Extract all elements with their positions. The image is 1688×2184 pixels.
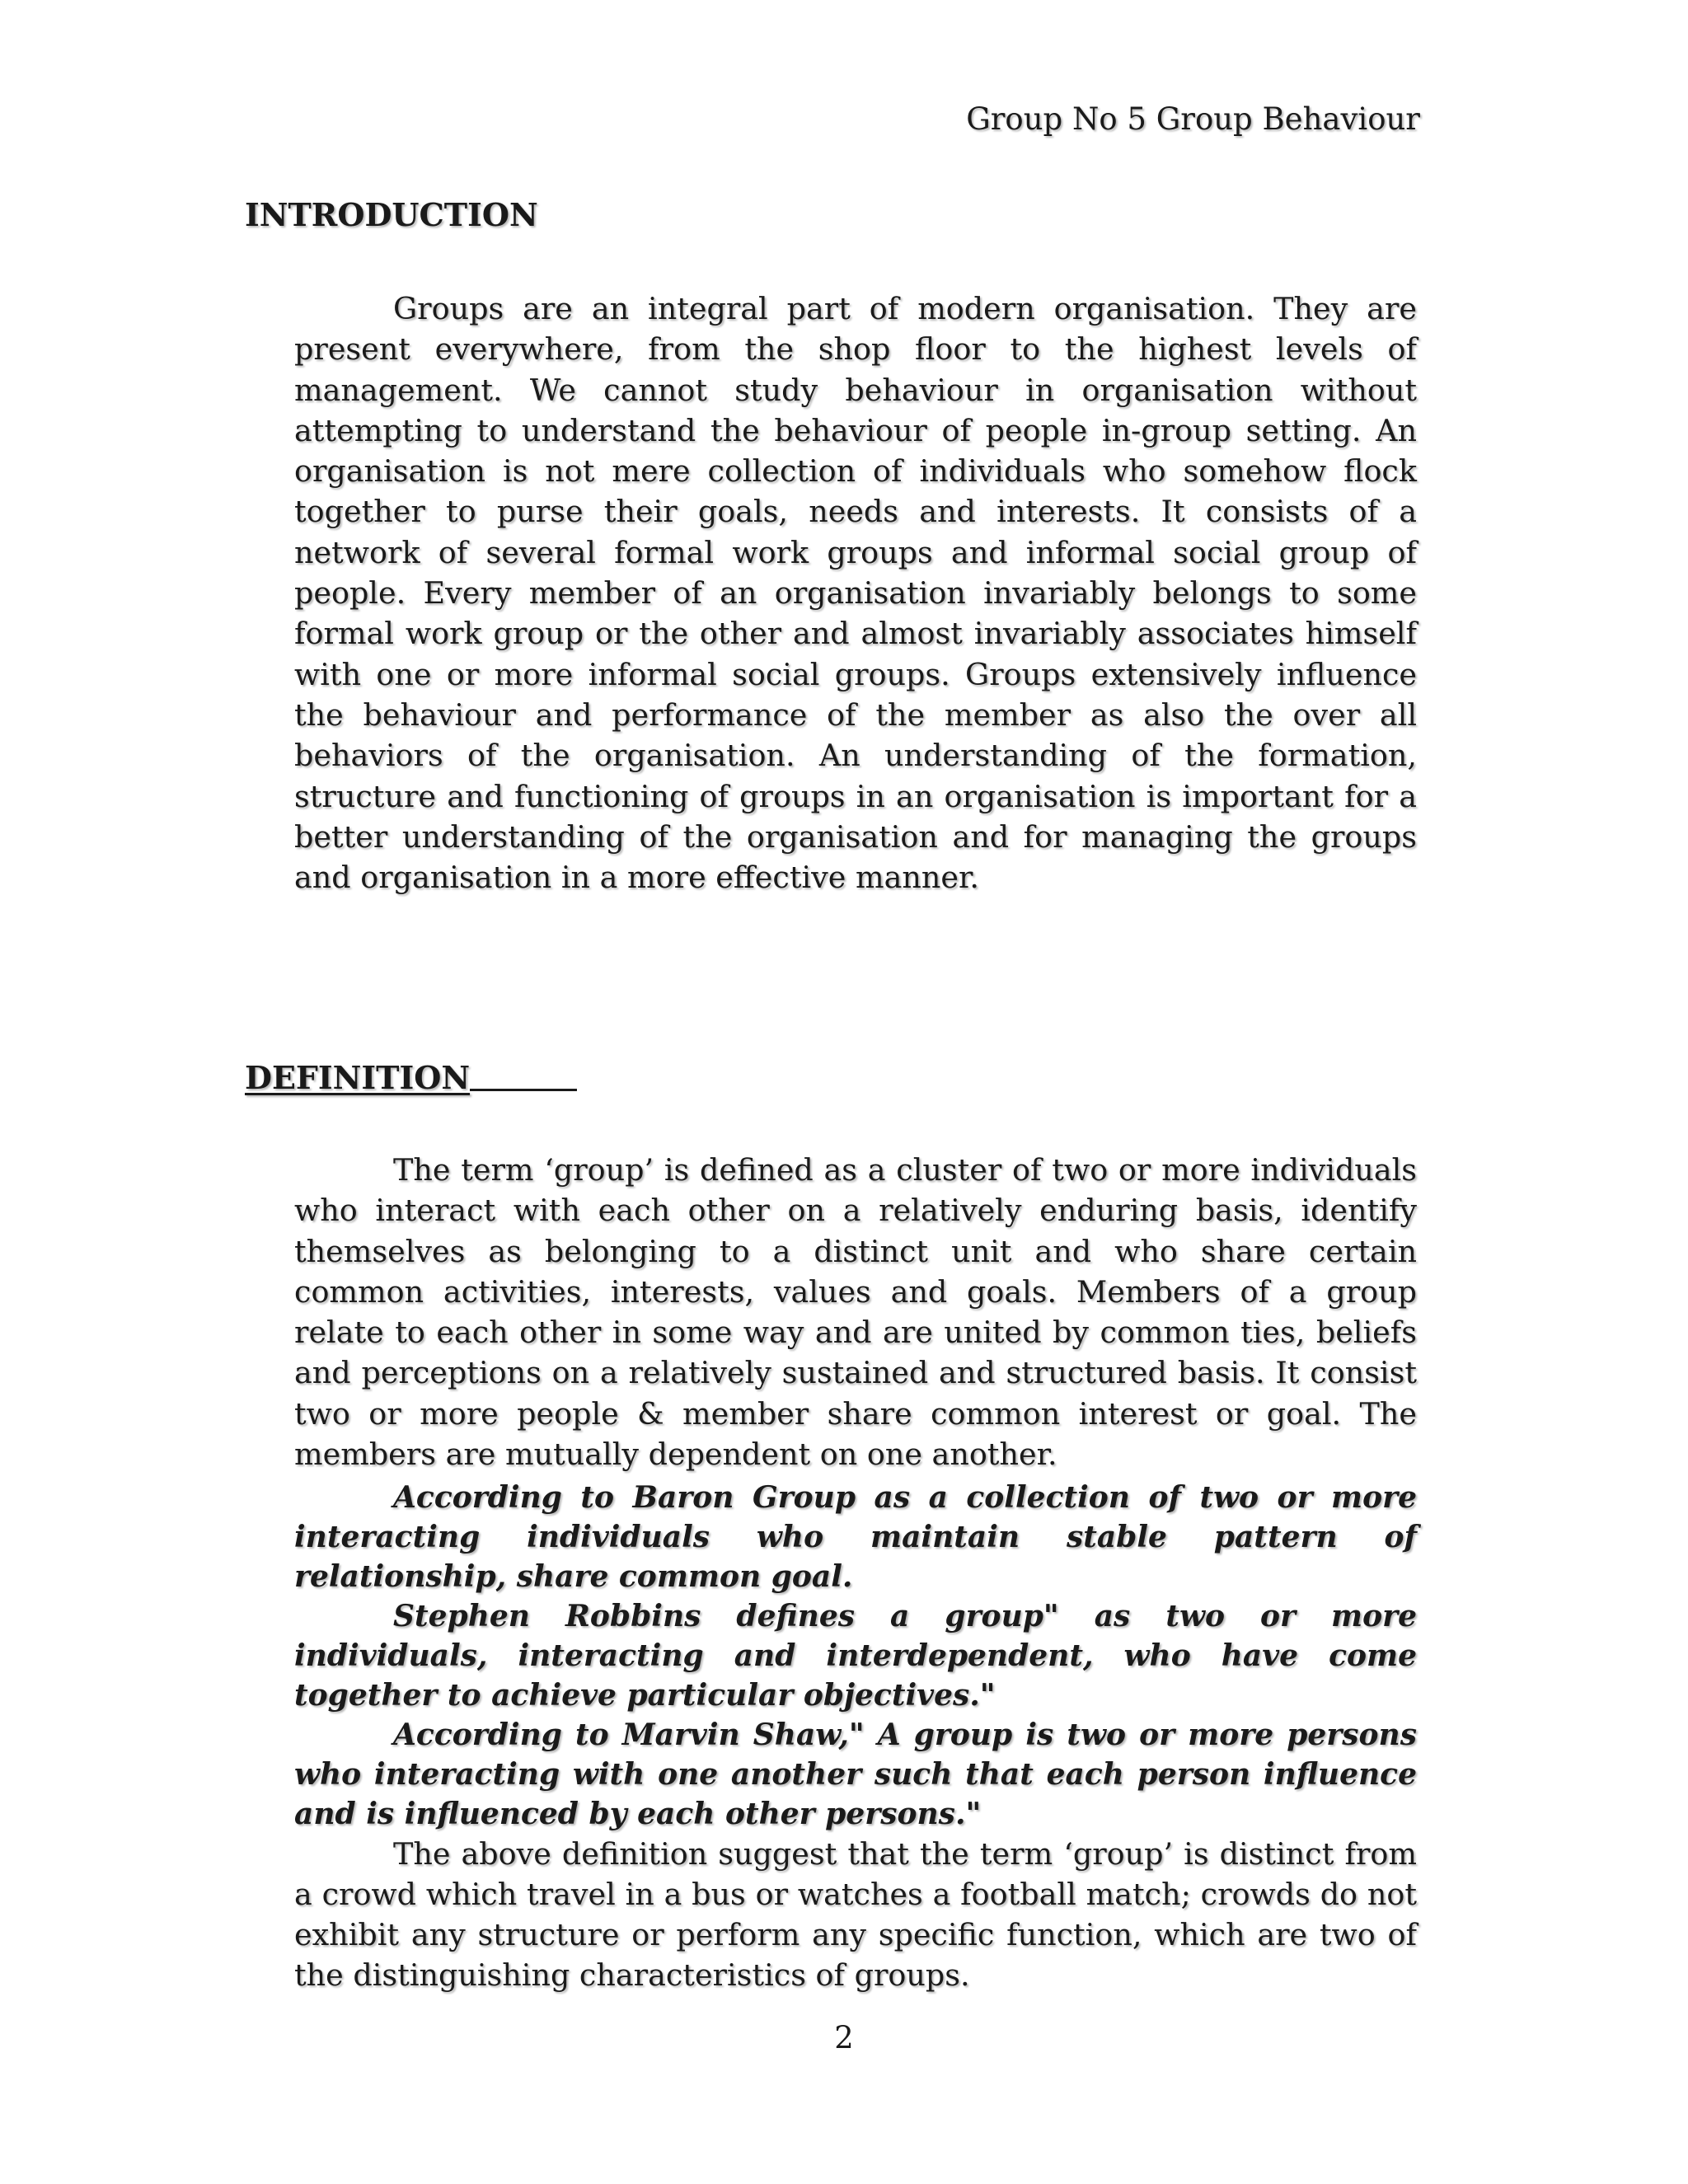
introduction-paragraph: Groups are an integral part of modern organisation. They are present everywhere, from the shop floor to the highest levels of management. We cannot study behaviour in organisation without attempting to understand the behaviour of people in-group setting. An organisation is not mere collection of individuals who somehow flock together to purse their goals, needs and interests. It consists of a network of several formal work groups and informal social group of people. Every member of an organisation invariably belongs to some formal work group or the other and almost invariably associates himself with one or more informal social groups. Groups extensively influence the behaviour and performance of the member as also the over all behaviors of the organisation. An understanding of the formation, structure and functioning of groups in an organisation is important for a better understanding of the organisation and for managing the groups and organisation in a more effective manner. bbox=[294, 291, 1417, 896]
quote-shaw: According to Marvin Shaw," A group is two or more persons who interacting with one another such that each person influence and is influenced by each other persons." bbox=[294, 1718, 1417, 1831]
quote-robbins: Stephen Robbins defines a group" as two or more individuals, interacting and interdependent, who have come together to achieve particular objectives." bbox=[294, 1599, 1417, 1713]
definition-quotes-block bbox=[294, 1478, 1417, 1995]
introduction-heading: INTRODUCTION bbox=[245, 196, 538, 233]
quote-baron: According to Baron Group as a collection of two or more interacting individuals who maintain stable pattern of relationship, share common goal. bbox=[294, 1480, 1417, 1594]
closing-paragraph: The above definition suggest that the term ‘group’ is distinct from a crowd which travel in a bus or watches a football match; crowds do not exhibit any structure or perform any specific function, which are two of the distinguishing characteristics of groups. bbox=[294, 1836, 1417, 1993]
definition-heading bbox=[245, 1057, 577, 1099]
page-number: 2 bbox=[834, 2020, 854, 2055]
definition-paragraph: The term ‘group’ is defined as a cluster of two or more individuals who interact with each other on a relatively enduring basis, identify themselves as belonging to a distinct unit and who share certain common activities, interests, values and goals. Members of a group relate to each other in some way and are united by common ties, beliefs and perceptions on a relatively sustained and structured basis. It consist two or more people & member share common interest or goal. The members are mutually dependent on one another. bbox=[294, 1152, 1417, 1473]
heading-underline-extension bbox=[470, 1057, 577, 1091]
page-header: Group No 5 Group Behaviour bbox=[966, 101, 1420, 137]
definition-heading-text: DEFINITION bbox=[245, 1059, 471, 1096]
